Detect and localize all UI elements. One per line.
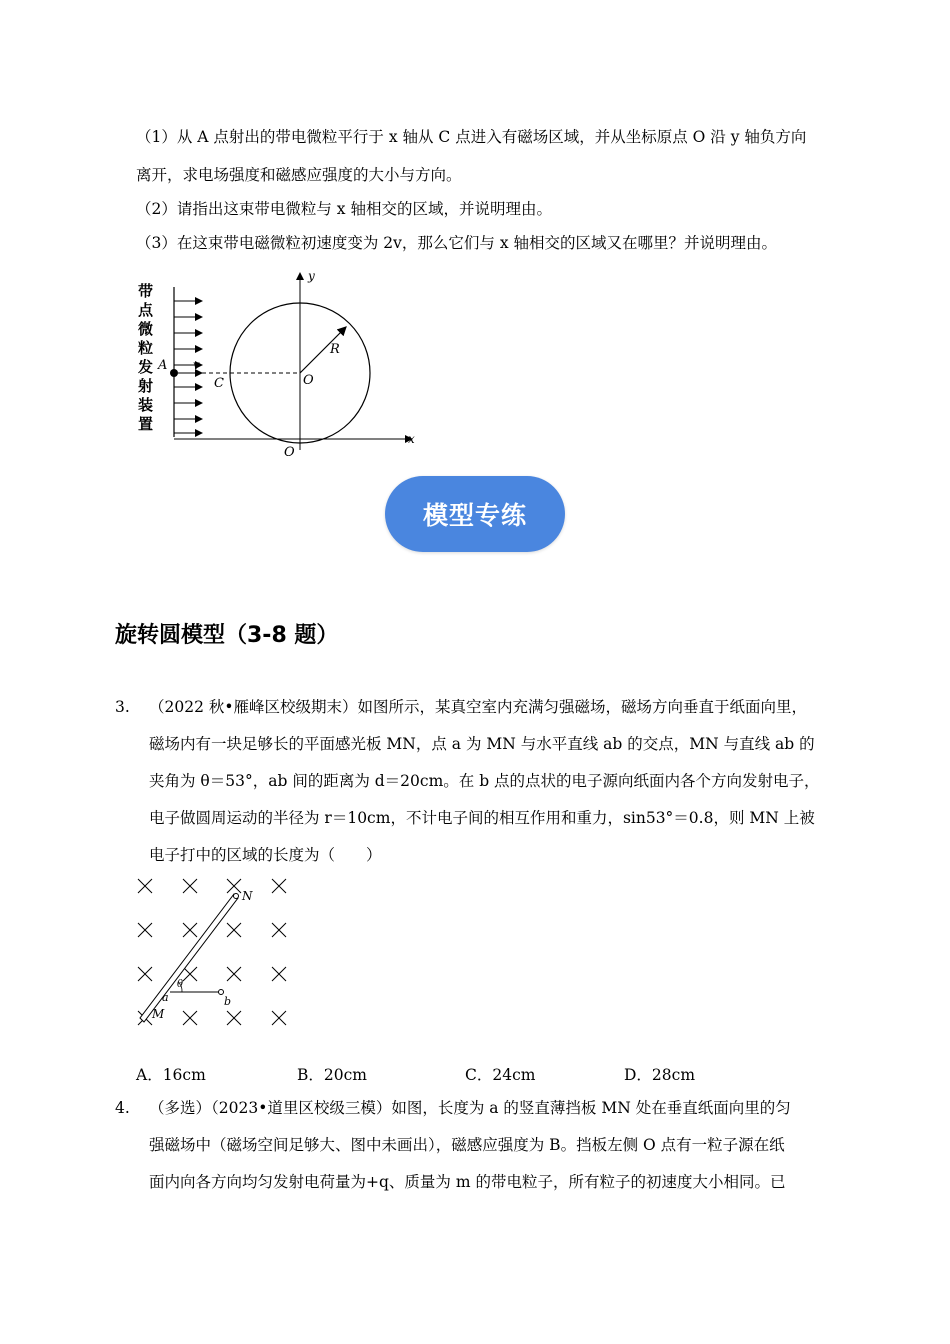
- figure-magnetic-circle: [130, 265, 430, 465]
- point-N: [234, 894, 239, 899]
- label-theta: θ: [177, 979, 184, 990]
- point-b: [219, 990, 224, 995]
- label-O-origin: O: [284, 445, 295, 460]
- label-v: v: [193, 358, 200, 372]
- device-char: 微: [138, 320, 154, 338]
- problem-4-number: 4.: [115, 1099, 130, 1117]
- option-A[interactable]: A．16cm: [136, 1066, 206, 1084]
- device-label: [137, 282, 154, 433]
- device-char: 装: [138, 396, 154, 414]
- label-a: a: [162, 991, 169, 1004]
- question-1-line-1: （1）从 A 点射出的带电微粒平行于 x 轴从 C 点进入有磁场区域，并从坐标原点 O 沿 y 轴负方向: [136, 128, 807, 146]
- problem-4-line-1: （多选）（2023•道里区校级三模）如图，长度为 a 的竖直薄挡板 MN 处在垂直纸面向里的匀: [149, 1099, 791, 1117]
- device-char: 发: [138, 358, 154, 376]
- label-x: x: [408, 432, 415, 446]
- device-char: 置: [138, 415, 154, 433]
- problem-3-number: 3.: [115, 698, 130, 716]
- question-2: （2）请指出这束带电微粒与 x 轴相交的区域，并说明理由。: [136, 200, 552, 218]
- field-crosses: [138, 879, 286, 1025]
- label-M: M: [152, 1007, 165, 1021]
- point-A: [170, 369, 178, 377]
- label-y: y: [308, 269, 315, 283]
- problem-4-line-2: 强磁场中（磁场空间足够大、图中未画出），磁感应强度为 B。挡板左侧 O 点有一粒子源在纸: [149, 1136, 785, 1154]
- label-A: A: [158, 358, 168, 373]
- label-O-center: O: [303, 373, 314, 388]
- option-D[interactable]: D．28cm: [624, 1066, 696, 1084]
- figure-magnetic-field-plate: [130, 872, 310, 1032]
- option-B[interactable]: B．20cm: [297, 1066, 367, 1084]
- question-3: （3）在这束带电磁微粒初速度变为 2v，那么它们与 x 轴相交的区域又在哪里？并说明理由。: [136, 234, 778, 252]
- device-char: 带: [138, 282, 154, 300]
- problem-3-line-3: 夹角为 θ＝53°，ab 间的距离为 d＝20cm。在 b 点的点状的电子源向纸面内各个方向发射电子，: [149, 772, 820, 790]
- label-C: C: [214, 376, 224, 391]
- device-char: 射: [138, 377, 154, 395]
- model-practice-badge: 模型专练: [385, 476, 565, 552]
- problem-3-line-5: 电子打中的区域的长度为（ ）: [149, 846, 382, 864]
- label-N: N: [242, 889, 253, 903]
- problem-4-line-3: 面内向各方向均匀发射电荷量为+q、质量为 m 的带电粒子，所有粒子的初速度大小相同。已: [149, 1173, 786, 1191]
- device-char: 点: [138, 301, 154, 319]
- option-C[interactable]: C．24cm: [465, 1066, 536, 1084]
- label-b: b: [224, 995, 232, 1008]
- question-1-line-2: 离开，求电场强度和磁感应强度的大小与方向。: [136, 166, 462, 184]
- device-char: 粒: [138, 339, 154, 357]
- label-R: R: [330, 342, 340, 357]
- section-title: 旋转圆模型（3-8 题）: [115, 623, 339, 648]
- problem-3-line-1: （2022 秋•雁峰区校级期末）如图所示，某真空室内充满匀强磁场，磁场方向垂直于纸面向里，: [149, 698, 808, 716]
- problem-3-line-4: 电子做圆周运动的半径为 r＝10cm，不计电子间的相互作用和重力，sin53°＝0.8，则 MN 上被: [149, 809, 815, 827]
- problem-3-line-2: 磁场内有一块足够长的平面感光板 MN，点 a 为 MN 与水平直线 ab 的交点，MN 与直线 ab 的: [149, 735, 815, 753]
